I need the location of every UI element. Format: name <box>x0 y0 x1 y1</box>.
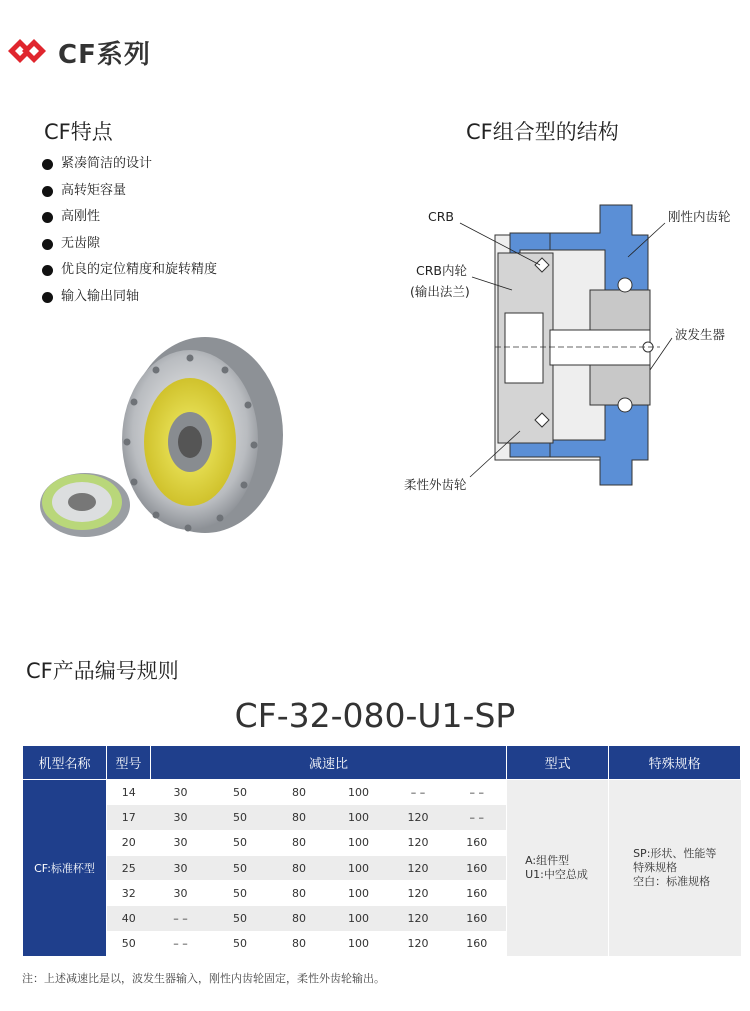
table-row: 25 30 50 80 100 120 160 <box>23 855 741 880</box>
table-row: CF:标准杯型 14 30 50 80 100 – – – – A:组件型 U1:中空总成 SP:形状、性能等 特殊规格 空白：标准规格 <box>23 780 741 805</box>
feature-item: 输入输出同轴 <box>42 289 217 316</box>
label-crb: CRB <box>428 209 454 224</box>
series-cell: CF:标准杯型 <box>23 780 107 957</box>
product-code-example: CF-32-080-U1-SP <box>234 696 516 735</box>
structure-title: CF组合型的结构 <box>466 120 619 144</box>
spec-table <box>22 745 741 957</box>
bullet-icon <box>42 239 53 250</box>
label-flexspline: 柔性外齿轮 <box>404 477 467 492</box>
feature-item: 无齿隙 <box>42 236 217 263</box>
features-title: CF特点 <box>44 120 113 144</box>
label-crb-inner-sub: (输出法兰) <box>410 284 470 299</box>
header-type: 型式 <box>507 746 609 780</box>
type-cell: A:组件型 U1:中空总成 <box>507 780 609 957</box>
table-row: 20 30 50 80 100 120 160 <box>23 830 741 855</box>
bullet-icon <box>42 265 53 276</box>
table-row: 50 – – 50 80 100 120 160 <box>23 931 741 956</box>
bullet-icon <box>42 186 53 197</box>
features-list <box>42 156 217 316</box>
table-row: 17 30 50 80 100 120 – – <box>23 805 741 830</box>
feature-item: 高刚性 <box>42 209 217 236</box>
header-model: 型号 <box>107 746 151 780</box>
product-photo <box>30 330 290 545</box>
header-series: 机型名称 <box>23 746 107 780</box>
label-wave-generator: 波发生器 <box>675 327 726 342</box>
header-ratio: 减速比 <box>151 746 507 780</box>
feature-item: 优良的定位精度和旋转精度 <box>42 262 217 289</box>
special-cell: SP:形状、性能等 特殊规格 空白：标准规格 <box>609 780 741 957</box>
table-row: 32 30 50 80 100 120 160 <box>23 881 741 906</box>
feature-item: 高转矩容量 <box>42 183 217 210</box>
bullet-icon <box>42 159 53 170</box>
label-circular-spline: 刚性内齿轮 <box>668 209 731 224</box>
table-row: 40 – – 50 80 100 120 160 <box>23 906 741 931</box>
feature-item: 紧凑简洁的设计 <box>42 156 217 183</box>
brand-logo-icon <box>6 34 48 68</box>
bullet-icon <box>42 292 53 303</box>
label-crb-inner: CRB内轮 <box>416 263 467 278</box>
header-special: 特殊规格 <box>609 746 741 780</box>
footnote: 注：上述减速比是以，波发生器输入，刚性内齿轮固定，柔性外齿轮输出。 <box>22 972 385 985</box>
product-code-title: CF产品编号规则 <box>26 659 179 683</box>
bullet-icon <box>42 212 53 223</box>
table-header-row <box>23 746 741 780</box>
page-title: CF系列 <box>58 40 151 70</box>
structure-diagram <box>400 195 745 500</box>
